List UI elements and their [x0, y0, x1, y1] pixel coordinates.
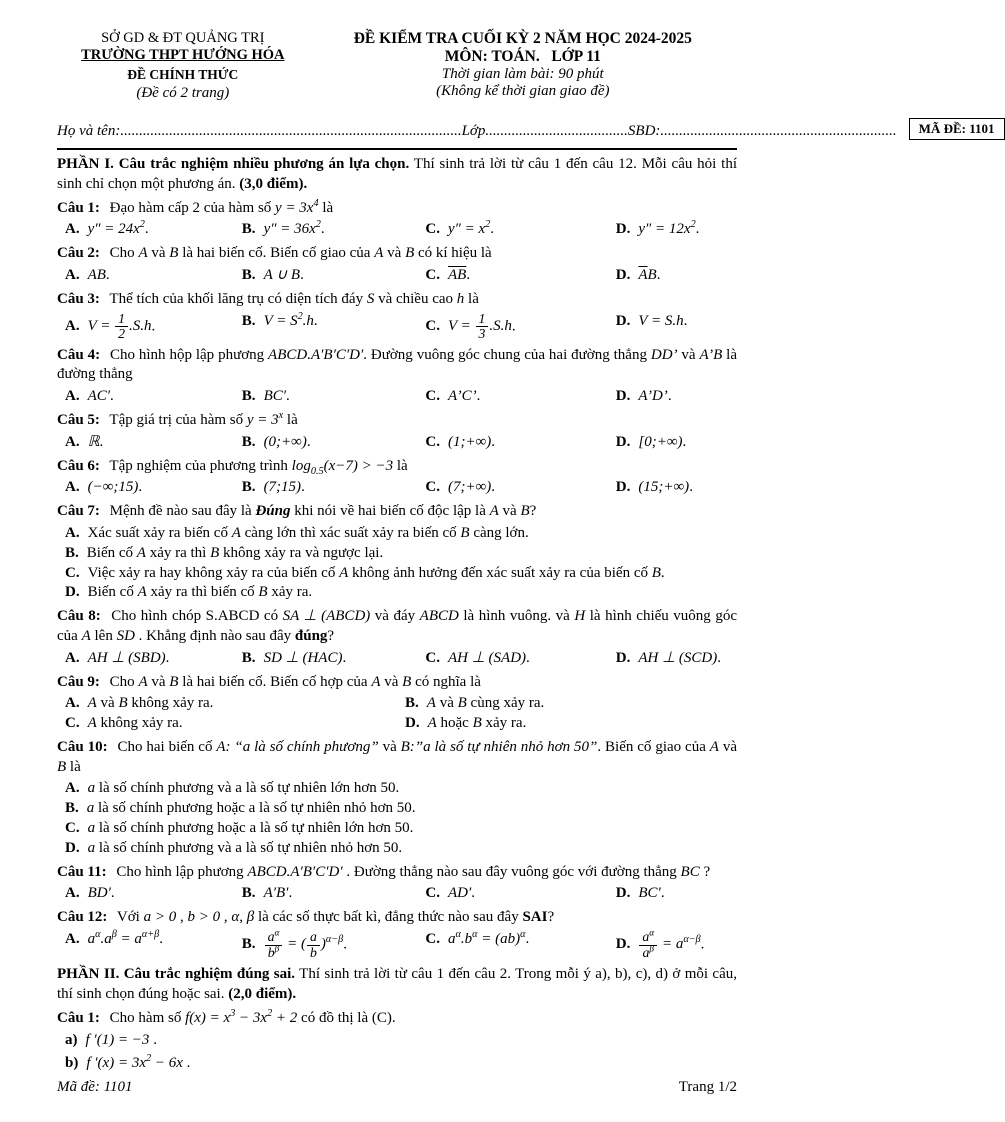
header-left-block [57, 30, 309, 102]
answer-option-B: B. BC′. [241, 388, 290, 405]
answer-options [57, 930, 737, 960]
answer-option-B: B. a là số chính phương hoặc a là số tự nhiên nhỏ hơn 50. [65, 800, 416, 817]
answer-options [57, 779, 737, 858]
answer-option-A: A. (−∞;15). [65, 479, 143, 496]
class-dotted-line: ...................................... [485, 123, 628, 139]
answer-option-A: A. AB. [65, 266, 110, 283]
exam-subject: MÔN: TOÁN. LỚP 11 [444, 48, 601, 65]
part-1-question-6 [57, 457, 737, 499]
answer-option-A: A. ℝ. [65, 433, 104, 450]
answer-options [57, 387, 737, 407]
page-count-note: (Đề có 2 trang) [136, 85, 230, 101]
answer-option-D: D. BC′. [615, 885, 665, 902]
answer-option-C: C. (7;+∞). [425, 479, 496, 496]
answer-option-D: D. a là số chính phương và a là số tự nhiên nhỏ hơn 50. [65, 839, 403, 856]
sbd-label: SBD: [627, 123, 661, 139]
question-stem: Câu 3: Thể tích của khối lăng trụ có diện tích đáy S và chiều cao h là [57, 290, 479, 307]
answer-option-B: B. Biến cố A xảy ra thì B không xảy ra và ngược lại. [65, 544, 384, 561]
answer-option-D: D. [0;+∞). [615, 433, 687, 450]
answer-option-C: C. AD′. [425, 885, 476, 902]
question-stem: Câu 6: Tập nghiệm của phương trình $\log_{0.5}(x-7) > -3$ là [57, 457, 408, 477]
answer-option-D: D. A’D’. [615, 388, 672, 405]
part-1-question-11 [57, 863, 737, 905]
department-name: SỞ GD & ĐT QUẢNG TRỊ [101, 30, 265, 46]
header-divider-rule [57, 148, 737, 150]
header-right-block [309, 30, 737, 102]
answer-option-B: B. (7;15). [241, 479, 305, 496]
part-1-question-8 [57, 607, 737, 668]
answer-option-C: C. Việc xảy ra hay không xảy ra của biến cố A không ảnh hưởng đến xác suất xảy ra của biến cố B. [65, 564, 665, 581]
sbd-dotted-line: ............................................................... [660, 123, 897, 139]
footer-page-number: Trang 1/2 [678, 1079, 737, 1095]
exam-header [57, 30, 737, 102]
official-exam-label: ĐỀ CHÍNH THỨC [127, 67, 239, 82]
answer-option-A: A. $a^\alpha.a^\beta = a^{\alpha+\beta}$. [65, 929, 163, 948]
answer-option-B: B. $y'' = 36x^2$. [241, 219, 325, 238]
answer-option-D: D. V = S.h. [615, 312, 688, 329]
question-stem: Câu 7: Mệnh đề nào sau đây là Đúng khi nói về hai biến cố độc lập là A và B? [57, 503, 537, 520]
question-stem: Câu 11: Cho hình lập phương ABCD.A′B′C′D′ . Đường thẳng nào sau đây vuông góc với đường thẳng BC ? [57, 863, 711, 880]
question-stem: Câu 4: Cho hình hộp lập phương ABCD.A′B′C′D′. Đường vuông góc chung của hai đường thẳng DD’ và A’B là đường thẳng [57, 346, 737, 383]
exam-footer [57, 1079, 737, 1096]
part-1-question-12 [57, 908, 737, 960]
answer-option-A: A. BD′. [65, 885, 115, 902]
statement-a: a) f ′(1) = −3 . [65, 1032, 157, 1049]
answer-options [57, 649, 737, 669]
part-1-question-10 [57, 738, 737, 859]
question-stem: Câu 12: Với a > 0 , b > 0 , α, β là các số thực bất kì, đẳng thức nào sau đây SAI? [57, 909, 555, 926]
answer-options [57, 884, 737, 904]
student-name-label: Họ và tên: [57, 123, 121, 139]
answer-option-B: B. A và B cùng xảy ra. [405, 695, 545, 712]
part-2-question-1 [57, 1009, 737, 1074]
sbd-field [628, 123, 897, 140]
student-info-line [57, 118, 995, 140]
answer-option-B: B. SD ⊥ (HAC). [241, 649, 347, 666]
question-stem: Câu 1: Cho hàm số $f(x) = x^3 - 3x^2 + 2$ có đồ thị là (C). [57, 1007, 396, 1026]
answer-option-D: D. A hoặc B xảy ra. [405, 715, 527, 732]
answer-options [57, 433, 737, 453]
part-1-question-7 [57, 502, 737, 603]
part-2-heading: PHẦN II. Câu trắc nghiệm đúng sai. Thí sinh trả lời từ câu 1 đến câu 2. Trong mỗi ý a), b), c), d) ở mỗi câu, thí sinh chọn đúng hoặc sai. (2,0 điểm). [57, 966, 737, 1002]
class-label: Lớp [461, 123, 486, 139]
answer-option-D: D. (15;+∞). [615, 479, 693, 496]
answer-option-D: D. $y'' = 12x^2$. [615, 219, 700, 238]
answer-option-A: A. A và B không xảy ra. [65, 695, 214, 712]
answer-option-A: A. a là số chính phương và a là số tự nhiên lớn hơn 50. [65, 780, 400, 797]
exam-code-box: MÃ ĐỀ: 1101 [909, 118, 1005, 140]
answer-option-D: D. $\overline{A}B$. [615, 266, 661, 283]
question-stem: Câu 1: Đạo hàm cấp 2 của hàm số $y = 3x^4$ là [57, 197, 334, 216]
part-1-question-3 [57, 290, 737, 342]
answer-option-B: B. A ∪ B. [241, 266, 304, 283]
answer-option-D: D. $\frac{a^\alpha}{a^\beta}$ = $a^{\alpha-\beta}$. [615, 928, 705, 960]
question-stem: Câu 2: Cho A và B là hai biến cố. Biến cố giao của A và B có kí hiệu là [57, 245, 492, 262]
exam-duration-note: (Không kể thời gian giao đề) [436, 83, 610, 99]
part-1-question-1 [57, 199, 737, 241]
answer-option-A: A. AC′. [65, 388, 114, 405]
exam-title: ĐỀ KIỂM TRA CUỐI KỲ 2 NĂM HỌC 2024-2025 [353, 30, 692, 47]
exam-content [57, 155, 737, 1074]
answer-option-A: A. AH ⊥ (SBD). [65, 649, 170, 666]
answer-option-D: D. AH ⊥ (SCD). [615, 649, 722, 666]
answer-option-C: C. $\overline{AB}$. [425, 266, 471, 283]
answer-options [57, 478, 737, 498]
answer-options [57, 312, 737, 342]
exam-duration: Thời gian làm bài: 90 phút [441, 66, 604, 82]
school-name: TRƯỜNG THPT HƯỚNG HÓA [81, 47, 285, 63]
answer-option-B: B. $V = S^2.h$. [241, 310, 318, 329]
footer-exam-code: Mã đề: 1101 [57, 1079, 133, 1095]
answer-option-A: A. Xác suất xảy ra biến cố A càng lớn thì xác suất xảy ra biến cố B càng lớn. [65, 524, 529, 541]
answer-option-C: C. AH ⊥ (SAD). [425, 649, 530, 666]
part-1-question-9 [57, 673, 737, 734]
answer-options [57, 524, 737, 603]
answer-option-B: B. (0;+∞). [241, 433, 311, 450]
statement-b: b) f $'(x) = 3x^2 - 6x$ . [65, 1053, 191, 1072]
answer-option-C: C. $y'' = x^2$. [425, 219, 495, 238]
answer-option-A: A. V = $\frac{1}{2}$ .S.h. [65, 310, 156, 342]
answer-option-C: C. a là số chính phương hoặc a là số tự nhiên lớn hơn 50. [65, 820, 414, 837]
question-stem: Câu 8: Cho hình chóp S.ABCD có SA ⊥ (ABCD) và đáy ABCD là hình vuông. và H là hình chiếu vuông góc của A lên SD . Khẳng định nào sau đây đúng? [57, 608, 737, 644]
answer-option-C: C. V = $\frac{1}{3}$ .S.h. [425, 310, 516, 342]
part-1-heading: PHẦN I. Câu trắc nghiệm nhiều phương án lựa chọn. Thí sinh trả lời từ câu 1 đến câu 12. Mỗi câu hỏi thí sinh chỉ chọn một phương án. (3,0 điểm). [57, 156, 737, 192]
question-stem: Câu 9: Cho A và B là hai biến cố. Biến cố hợp của A và B có nghĩa là [57, 673, 481, 690]
part-1-question-5 [57, 411, 737, 453]
answer-option-B: B. $\frac{a^\alpha}{b^\beta}$ = ( $\frac{a}{b}$ )$^{\alpha-\beta}$. [241, 928, 347, 960]
answer-option-C: C. $a^\alpha.b^\alpha = (ab)^\alpha$. [425, 929, 530, 948]
question-stem: Câu 5: Tập giá trị của hàm số $y = 3^x$ là [57, 409, 298, 428]
class-field [462, 123, 628, 140]
part-1-question-4 [57, 346, 737, 407]
answer-options [57, 694, 737, 734]
answer-option-C: C. A không xảy ra. [65, 715, 183, 732]
student-name-dotted-line: ........................................................................................... [120, 123, 462, 139]
question-stem: Câu 10: Cho hai biến cố A: “a là số chính phương” và B:”a là số tự nhiên nhỏ hơn 50”. Biến cố giao của A và B là [57, 738, 737, 775]
answer-option-A: A. $y'' = 24x^2$. [65, 219, 149, 238]
part-1-question-2 [57, 244, 737, 286]
answer-option-D: D. Biến cố A xảy ra thì biến cố B xảy ra. [65, 584, 313, 601]
answer-options [57, 220, 737, 240]
answer-option-B: B. A′B′. [241, 885, 293, 902]
student-name-field [57, 123, 462, 140]
answer-options [57, 266, 737, 286]
answer-option-C: C. (1;+∞). [425, 433, 496, 450]
answer-option-C: C. A’C’. [425, 388, 481, 405]
